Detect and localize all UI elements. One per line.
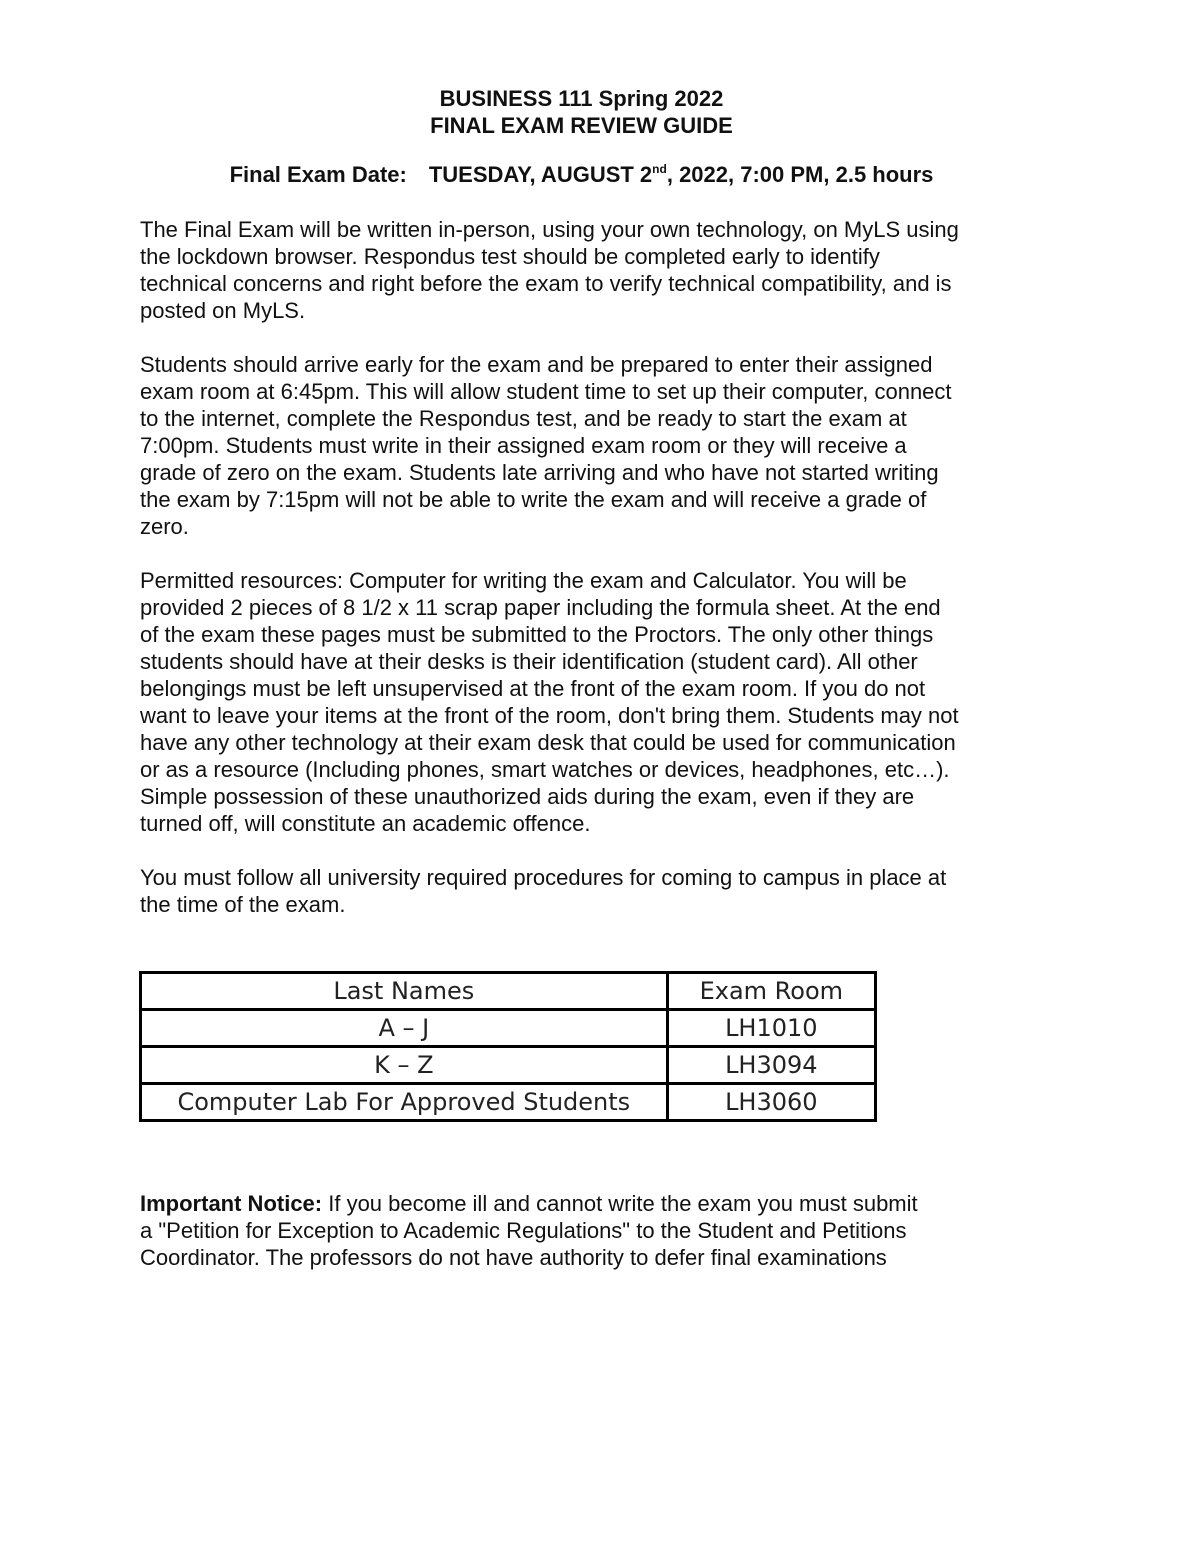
last-names-cell: K – Z: [141, 1047, 668, 1084]
notice-label: Important Notice:: [140, 1191, 323, 1216]
exam-room-cell: LH3094: [667, 1047, 875, 1084]
exam-date-label: Final Exam Date:: [229, 162, 407, 187]
header-exam-room: Exam Room: [667, 973, 875, 1010]
exam-rooms-table: [139, 971, 877, 1122]
exam-room-cell: LH1010: [667, 1010, 875, 1047]
table-row: [141, 1047, 876, 1084]
table-row: [141, 1084, 876, 1121]
table-header-row: [141, 973, 876, 1010]
last-names-cell: A – J: [141, 1010, 668, 1047]
campus-procedures-paragraph: You must follow all university required procedures for coming to campus in place at the time of the exam.: [140, 865, 947, 917]
last-names-cell: Computer Lab For Approved Students: [141, 1084, 668, 1121]
exam-room-cell: LH3060: [667, 1084, 875, 1121]
table-row: [141, 1010, 876, 1047]
guide-title: FINAL EXAM REVIEW GUIDE: [430, 113, 733, 138]
arrival-paragraph: Students should arrive early for the exam and be prepared to enter their assigned exam room at 6:45pm. This will allow student time to set up their computer, connect to the internet, complete the Respondus test, and be ready to start the exam at 7:00pm. Students must write in their assigned exam room or they will receive a grade of zero on the exam. Students late arriving and who have not started writing the exam by 7:15pm will not be able to write the exam and will receive a grade of zero.: [140, 352, 952, 539]
header-last-names: Last Names: [141, 973, 668, 1010]
course-title: BUSINESS 111 Spring 2022: [439, 86, 724, 111]
exam-format-paragraph: The Final Exam will be written in-person, using your own technology, on MyLS using the lockdown browser. Respondus test should be completed early to identify technical concerns and right before the exam to verify technical compatibility, and is posted on MyLS.: [140, 217, 959, 323]
permitted-resources-paragraph: Permitted resources: Computer for writing the exam and Calculator. You will be provided 2 pieces of 8 1/2 x 11 scrap paper including the formula sheet. At the end of the exam these pages must be submitted to the Proctors. The only other things students should have at their desks is their identification (student card). All other belongings must be left unsupervised at the front of the exam room. If you do not want to leave your items at the front of the room, don't bring them. Students may not have any other technology at their exam desk that could be used for communication or as a resource (Including phones, smart watches or devices, headphones, etc…). Simple possession of these unauthorized aids during the exam, even if they are turned off, will constitute an academic offence.: [140, 568, 959, 836]
important-notice: Important Notice: If you become ill and cannot write the exam you must submit a "Petition for Exception to Academic Regulations" to the Student and Petitions Coordinator. The professors do not have authority to defer final examinations: [140, 1191, 918, 1270]
exam-date-line: [0, 160, 1163, 190]
exam-date-value: TUESDAY, AUGUST 2nd, 2022, 7:00 PM, 2.5 hours: [428, 162, 934, 187]
